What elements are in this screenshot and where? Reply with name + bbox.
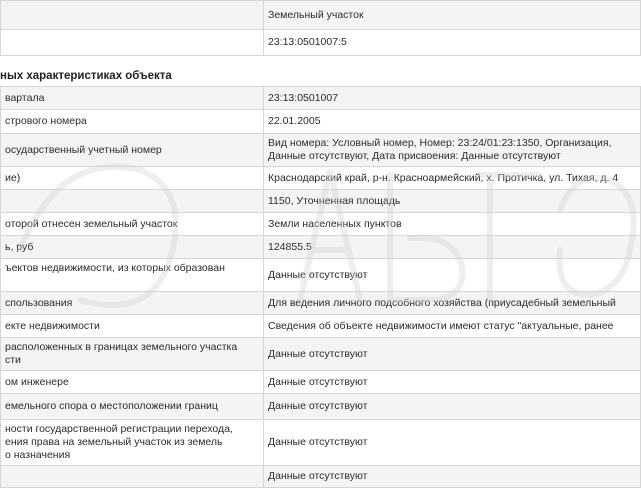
table-row: [1, 315, 641, 338]
table-row: [1, 30, 641, 56]
row-value: Данные отсутствуют: [264, 466, 641, 488]
object-table-top: [0, 0, 641, 56]
row-label-line: о назначения: [5, 449, 71, 461]
row-value: Данные отсутствуют: [264, 338, 641, 371]
row-label: ь, руб: [1, 236, 264, 259]
table-row: [1, 110, 641, 134]
row-value: Данные отсутствуют: [264, 394, 641, 420]
row-value: Для ведения личного подсобного хозяйства (приусадебный земельный: [264, 292, 641, 315]
row-value: Данные отсутствуют: [264, 371, 641, 394]
row-label: [1, 420, 264, 466]
row-label: [1, 1, 264, 30]
row-value: 23:13:0501007:5: [264, 30, 641, 56]
table-row: [1, 190, 641, 213]
row-label: [1, 190, 264, 213]
table-row: [1, 394, 641, 420]
row-value: Земли населенных пунктов: [264, 213, 641, 236]
table-row: [1, 259, 641, 292]
row-label: оторой отнесен земельный участок: [1, 213, 264, 236]
row-value: Сведения об объекте недвижимости имеют статус "актуальные, ранее: [264, 315, 641, 338]
row-label-line: ъектов недвижимости, из которых образован: [5, 262, 225, 274]
row-label: емельного спора о местоположении границ: [1, 394, 264, 420]
table-row: [1, 420, 641, 466]
row-value: Данные отсутствуют: [264, 259, 641, 292]
row-label: вартала: [1, 87, 264, 110]
row-value-line: Вид номера: Условный номер, Номер: 23:24/01:23:1350, Организация,: [268, 137, 612, 149]
row-label: ие): [1, 167, 264, 190]
row-label-line: сти: [5, 354, 21, 366]
row-label: стрового номера: [1, 110, 264, 134]
row-label: екте недвижимости: [1, 315, 264, 338]
row-value: 22.01.2005: [264, 110, 641, 134]
table-row: [1, 338, 641, 371]
row-value: 23:13:0501007: [264, 87, 641, 110]
row-value: 1150, Уточненная площадь: [264, 190, 641, 213]
table-row: [1, 167, 641, 190]
row-label-line: ения права на земельный участок из земель: [5, 436, 223, 448]
characteristics-table: [0, 86, 641, 488]
row-label: [1, 30, 264, 56]
table-row: [1, 292, 641, 315]
table-row: [1, 1, 641, 30]
table-row: [1, 371, 641, 394]
row-label: [1, 466, 264, 488]
table-row: [1, 213, 641, 236]
section-title: ных характеристиках объекта: [0, 70, 172, 82]
table-row: [1, 236, 641, 259]
row-label: ом инженере: [1, 371, 264, 394]
row-label: [1, 338, 264, 371]
row-value: 124855.5: [264, 236, 641, 259]
row-value-line: Данные отсутствуют, Дата присвоения: Данные отсутствуют: [268, 150, 561, 162]
row-value: Данные отсутствуют: [264, 420, 641, 466]
table-row: [1, 466, 641, 488]
table-row: [1, 87, 641, 110]
row-label-line: расположенных в границах земельного участка: [5, 341, 238, 353]
row-label-line: [5, 275, 259, 288]
row-label-line: ности государственной регистрации перехода,: [5, 423, 233, 435]
row-value: Земельный участок: [264, 1, 641, 30]
row-value: [264, 134, 641, 167]
row-label: спользования: [1, 292, 264, 315]
row-label: [1, 259, 264, 292]
table-row: [1, 134, 641, 167]
row-label: осударственный учетный номер: [1, 134, 264, 167]
row-value: Краснодарский край, р-н. Красноармейский, х. Протичка, ул. Тихая, д. 4: [264, 167, 641, 190]
